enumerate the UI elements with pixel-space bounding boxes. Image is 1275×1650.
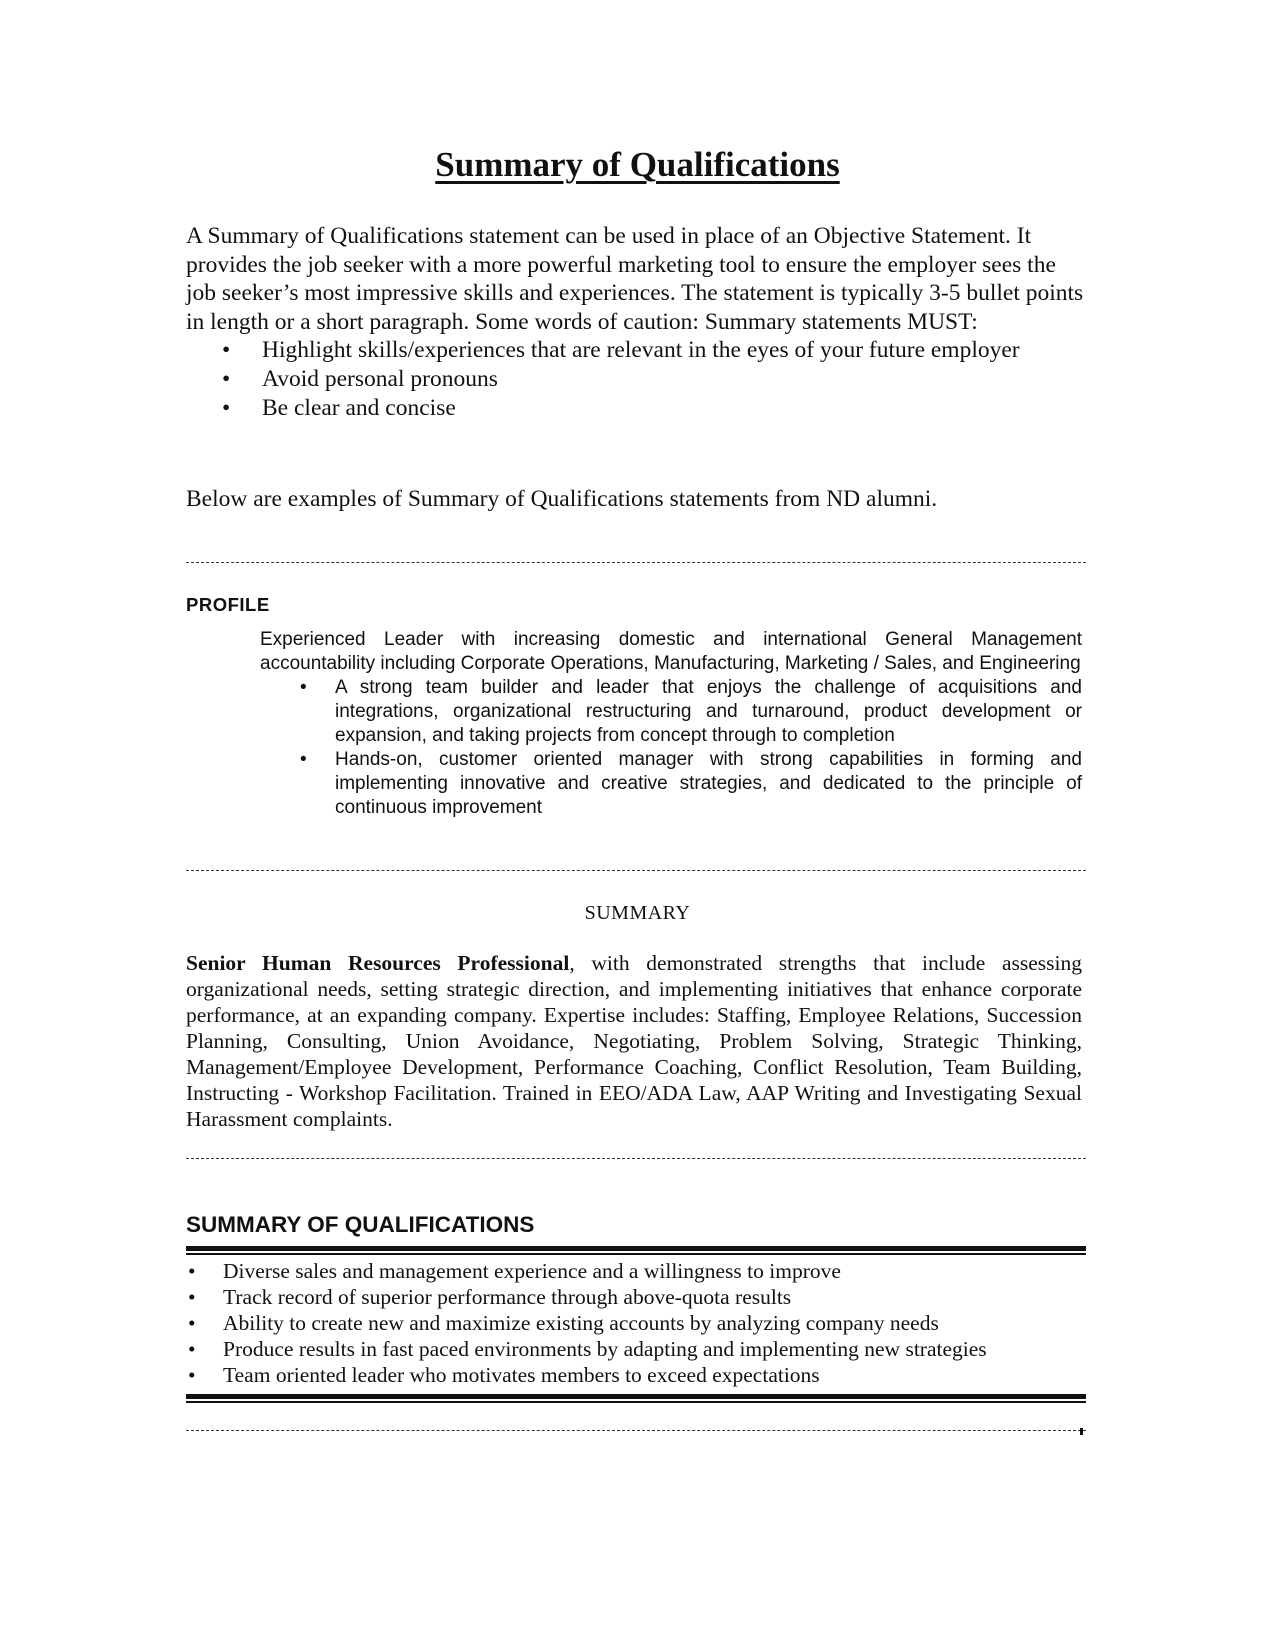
bullet-icon: • <box>300 677 307 698</box>
list-item <box>186 365 1086 394</box>
bullet-icon: • <box>188 1285 196 1309</box>
profile-paragraph: Experienced Leader with increasing domestic and international General Management accountability including Corporate Operations, Manufacturing, Marketing / Sales, and Engineering <box>260 629 1082 674</box>
examples-intro: Below are examples of Summary of Qualifications statements from ND alumni. <box>186 486 938 512</box>
list-item <box>260 676 1082 748</box>
list-item-text: Diverse sales and management experience and a willingness to improve <box>223 1259 841 1283</box>
bullet-icon: • <box>188 1311 196 1335</box>
list-item-text: Team oriented leader who motivates members to exceed expectations <box>223 1363 820 1387</box>
list-item-text: Avoid personal pronouns <box>262 366 498 392</box>
bullet-icon: • <box>222 366 231 392</box>
qualifications-heading: SUMMARY OF QUALIFICATIONS <box>186 1212 535 1237</box>
profile-section <box>260 628 1082 820</box>
list-item <box>186 1310 1086 1336</box>
list-item-text: A strong team builder and leader that enjoys the challenge of acquisitions and integrations, organizational restructuring and turnaround, product development or expansion, and taking projects from concept through to completion <box>335 677 1082 746</box>
dashed-divider <box>186 1158 1086 1159</box>
summary-heading: SUMMARY <box>584 902 691 924</box>
dashed-divider <box>186 1430 1086 1431</box>
list-rule <box>186 1394 1086 1399</box>
intro-bullet-list <box>186 336 1086 423</box>
list-item-text: Be clear and concise <box>262 395 456 421</box>
page-title <box>0 145 1275 185</box>
intro-paragraph: A Summary of Qualifications statement can be used in place of an Objective Statement. It provides the job seeker with a more powerful marketing tool to ensure the employer sees the job seeker’s most impressive skills and experiences. The statement is typically 3-5 bullet points in length or a short paragraph. Some words of caution: Summary statements MUST: <box>186 223 1084 335</box>
bullet-icon: • <box>188 1259 196 1283</box>
bullet-icon: • <box>188 1363 196 1387</box>
list-item-text: Produce results in fast paced environments by adapting and implementing new strategies <box>223 1337 987 1361</box>
profile-heading: PROFILE <box>186 594 270 615</box>
list-rule <box>186 1401 1086 1403</box>
summary-paragraph <box>186 950 1082 1132</box>
list-item-text: Highlight skills/experiences that are relevant in the eyes of your future employer <box>262 337 1020 363</box>
summary-lead: Senior Human Resources Professional <box>186 951 570 975</box>
dashed-divider <box>186 870 1086 871</box>
summary-text: , with demonstrated strengths that include assessing organizational needs, setting strategic direction, and implementing initiatives that enhance corporate performance, at an expanding company. Expertise includes: Staffing, Employee Relations, Succession Planning, Consulting, Union Avoidance, Negotiating, Problem Solving, Strategic Thinking, Management/Employee Development, Performance Coaching, Conflict Resolution, Team Building, Instructing - Workshop Facilitation. Trained in EEO/ADA Law, AAP Writing and Investigating Sexual Harassment complaints. <box>186 951 1083 1131</box>
end-mark <box>1080 1428 1083 1435</box>
bullet-icon: • <box>222 395 231 421</box>
page-title-text: Summary of Qualifications <box>435 145 840 184</box>
list-item-text: Hands-on, customer oriented manager with strong capabilities in forming and implementing innovative and creative strategies, and dedicated to the principle of continuous improvement <box>335 749 1082 818</box>
list-item <box>260 748 1082 820</box>
bullet-icon: • <box>188 1337 196 1361</box>
dashed-divider <box>186 562 1086 563</box>
bullet-icon: • <box>222 337 231 363</box>
bullet-icon: • <box>300 749 307 770</box>
heading-rule <box>186 1246 1086 1251</box>
heading-rule <box>186 1253 1086 1255</box>
list-item <box>186 394 1086 423</box>
list-item <box>186 1336 1086 1362</box>
intro-section <box>186 222 1086 423</box>
qualifications-bullet-list <box>186 1258 1086 1388</box>
list-item <box>186 1284 1086 1310</box>
list-item-text: Track record of superior performance through above-quota results <box>223 1285 792 1309</box>
list-item <box>186 1362 1086 1388</box>
list-item <box>186 1258 1086 1284</box>
list-item <box>186 336 1086 365</box>
profile-bullet-list <box>260 676 1082 820</box>
list-item-text: Ability to create new and maximize existing accounts by analyzing company needs <box>223 1311 939 1335</box>
